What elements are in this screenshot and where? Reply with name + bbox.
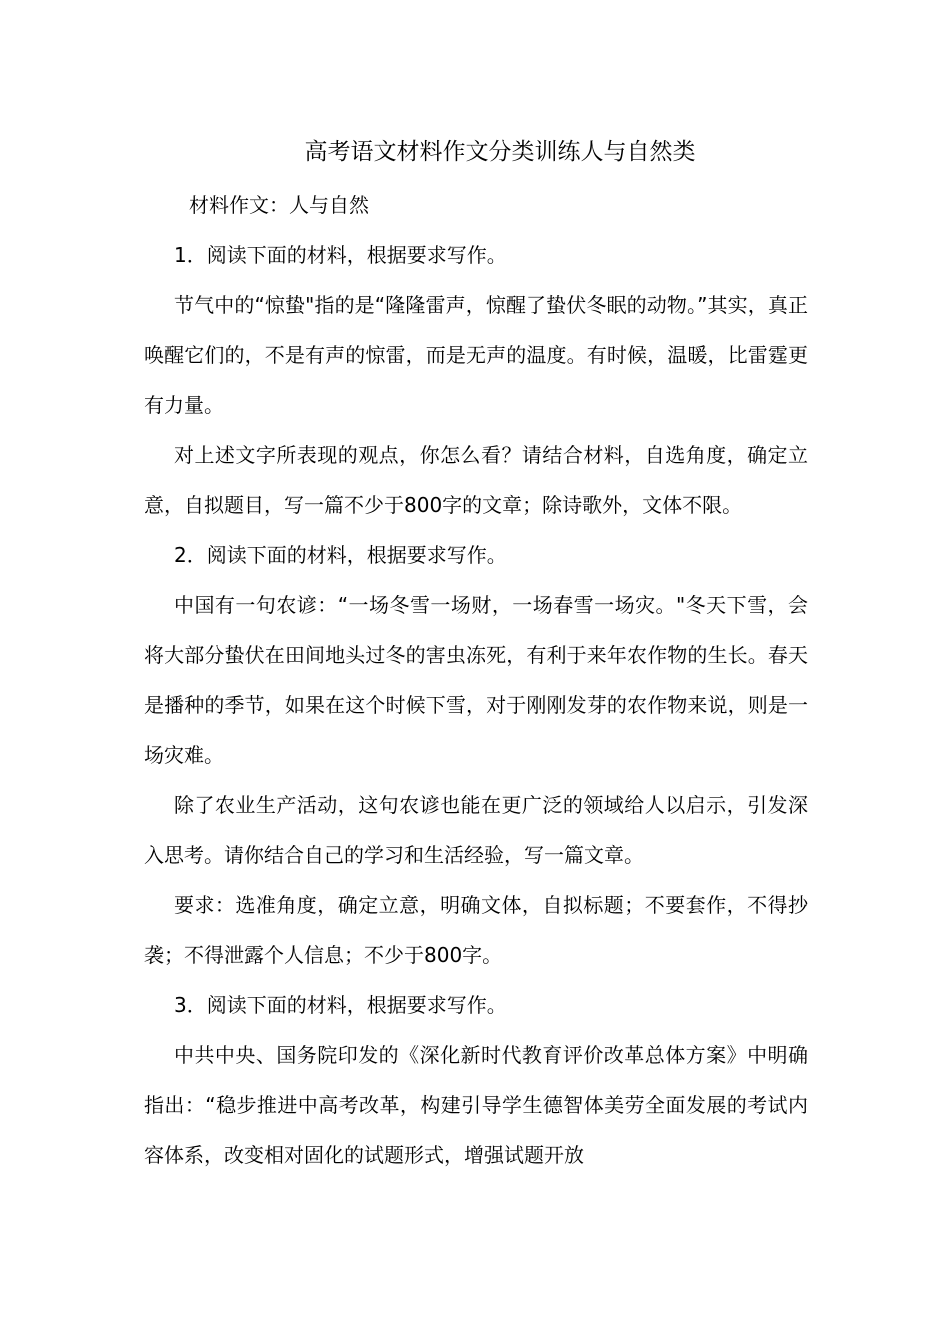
q3-material: 中共中央、国务院印发的《深化新时代教育评价改革总体方案》中明确指出：“稳步推进中高考改革，构建引导学生德智体美劳全面发展的考试内容体系，改变相对固化的试题形式，增强试题开放 (144, 1043, 808, 1167)
q1-material: 节气中的“惊蛰"指的是“隆隆雷声，惊醒了蛰伏冬眠的动物。”其实，真正唤醒它们的，不是有声的惊雷，而是无声的温度。有时候，温暖，比雷霆更有力量。 (144, 293, 808, 417)
document-body (144, 180, 808, 1180)
q2-material: 中国有一句农谚：“一场冬雪一场财，一场春雪一场灾。"冬天下雪，会将大部分蛰伏在田间地头过冬的害虫冻死，有利于来年农作物的生长。春天是播种的季节，如果在这个时候下雪，对于刚刚发芽的农作物来说，则是一场灾难。 (144, 593, 808, 767)
q2-instruction: 除了农业生产活动，这句农谚也能在更广泛的领域给人以启示，引发深入思考。请你结合自己的学习和生活经验，写一篇文章。 (144, 793, 808, 867)
q2-heading: 2．阅读下面的材料，根据要求写作。 (174, 543, 507, 567)
q3-heading: 3．阅读下面的材料，根据要求写作。 (174, 993, 507, 1017)
q1-instruction: 对上述文字所表现的观点，你怎么看？请结合材料，自选角度，确定立意，自拟题目，写一篇不少于800字的文章；除诗歌外，文体不限。 (144, 443, 808, 517)
q1-heading: 1．阅读下面的材料，根据要求写作。 (174, 243, 507, 267)
document-title: 高考语文材料作文分类训练人与自然类 (304, 139, 696, 165)
section-label: 材料作文：人与自然 (189, 193, 369, 217)
q2-requirements: 要求：选准角度，确定立意，明确文体，自拟标题；不要套作，不得抄袭；不得泄露个人信息；不少于800字。 (144, 893, 808, 967)
